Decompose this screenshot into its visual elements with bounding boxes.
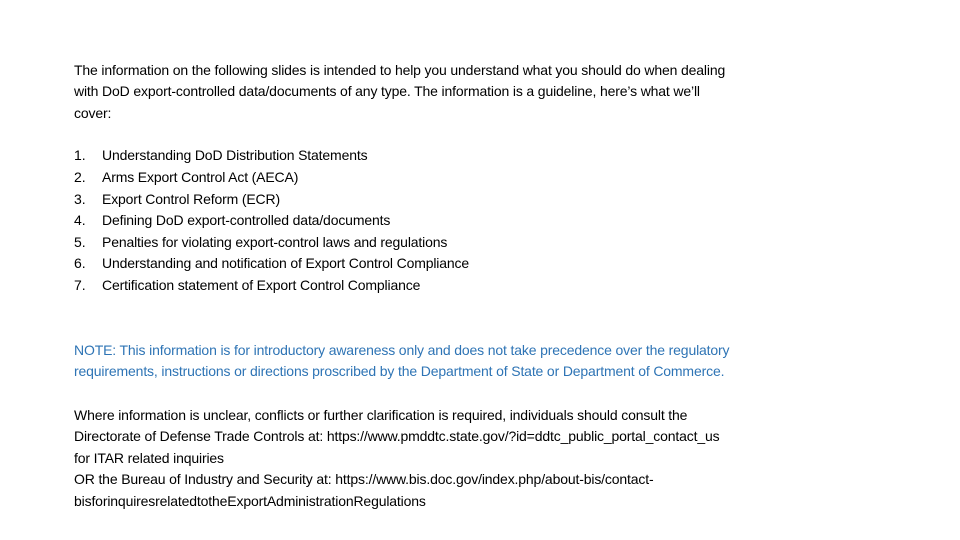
list-number: 5. [74, 234, 86, 250]
list-text: Understanding DoD Distribution Statements [102, 147, 368, 163]
list-text: Certification statement of Export Control Compliance [102, 277, 421, 293]
contact-line: bisforinquiresrelatedtotheExportAdministrationRegulations [74, 493, 426, 509]
list-text: Penalties for violating export-control laws and regulations [102, 234, 448, 250]
contact-line: for ITAR related inquiries [74, 450, 224, 466]
list-number: 1. [74, 147, 86, 163]
list-text: Export Control Reform (ECR) [102, 191, 280, 207]
contact-line: OR the Bureau of Industry and Security at: https://www.bis.doc.gov/index.php/about-bis/contact- [74, 471, 654, 487]
intro-line: with DoD export-controlled data/documents of any type. The information is a guideline, here’s what we’ll [74, 83, 700, 99]
intro-line: cover: [74, 105, 112, 121]
list-number: 7. [74, 277, 86, 293]
list-number: 2. [74, 169, 86, 185]
intro-line: The information on the following slides is intended to help you understand what you should do when dealing [74, 62, 726, 78]
contact-line: Directorate of Defense Trade Controls at: https://www.pmddtc.state.gov/?id=ddtc_public_portal_contact_us [74, 428, 720, 444]
note-line: requirements, instructions or directions proscribed by the Department of State or Department of Commerce. [74, 363, 725, 379]
list-text: Understanding and notification of Export Control Compliance [102, 255, 470, 271]
list-number: 6. [74, 255, 86, 271]
note-line: NOTE: This information is for introductory awareness only and does not take precedence over the regulatory [74, 342, 730, 358]
list-number: 4. [74, 212, 86, 228]
list-text: Defining DoD export-controlled data/documents [102, 212, 391, 228]
list-text: Arms Export Control Act (AECA) [102, 169, 299, 185]
contact-line: Where information is unclear, conflicts or further clarification is required, individuals should consult the [74, 407, 688, 423]
list-number: 3. [74, 191, 86, 207]
